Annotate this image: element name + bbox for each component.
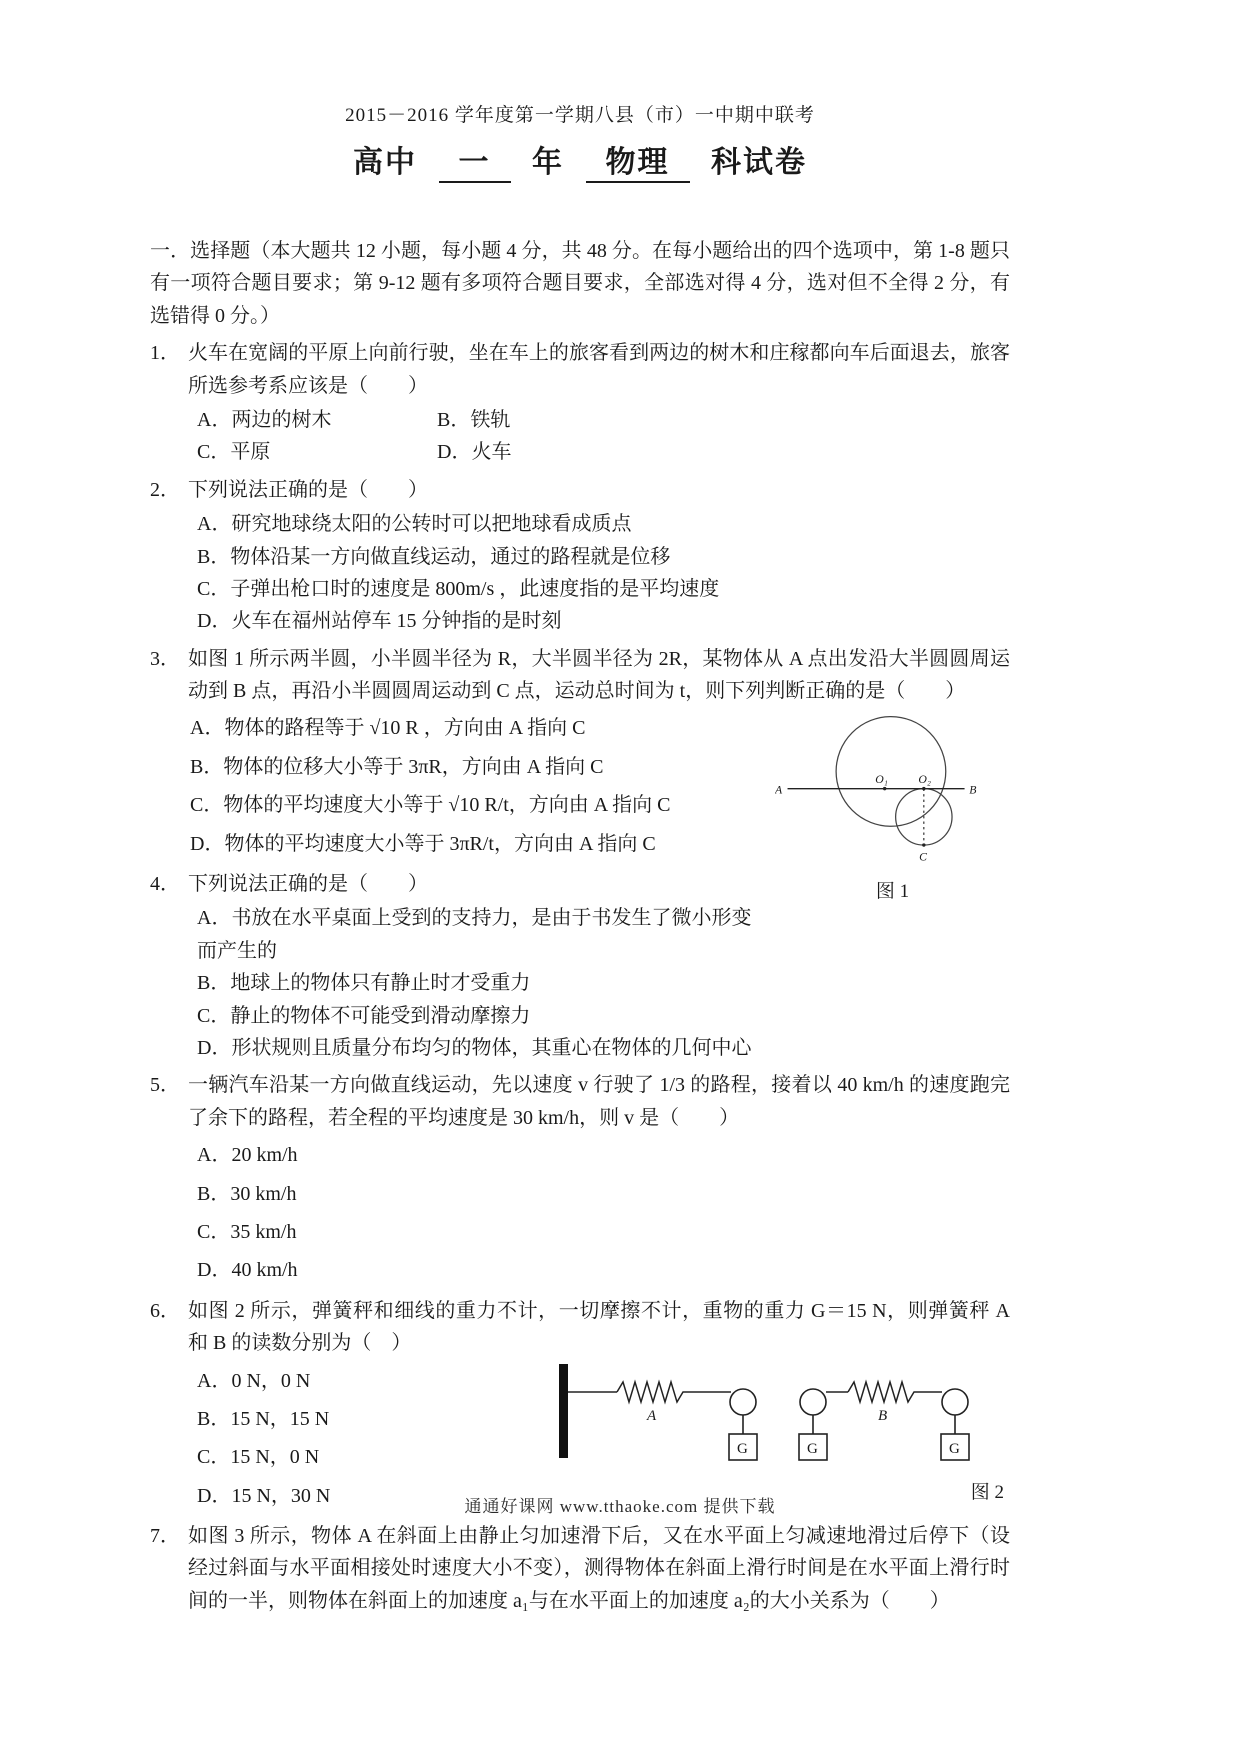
option-a: A．书放在水平桌面上受到的支持力，是由于书发生了微小形变而产生的 [197, 907, 752, 962]
question-number: 1． [150, 342, 180, 365]
question-2-options [197, 508, 1010, 638]
exam-subtitle: 2015－2016 学年度第一学期八县（市）一中期中联考 [345, 105, 815, 126]
question-stem: 如图 2 所示，弹簧秤和细线的重力不计，一切摩擦不计，重物的重力 G＝15 N，则弹簧秤 A 和 B 的读数分别为（ ） [188, 1299, 1010, 1355]
fig1-label-a: A [775, 783, 783, 797]
question-6 [150, 1295, 1010, 1515]
section-instructions: 一．选择题（本大题共 12 小题，每小题 4 分，共 48 分。在每小题给出的四个选项中，第 1-8 题只有一项符合题目要求；第 9-12 题有多项符合题目要求，全部选对得 4 分，选对但不全得 2 分，有选错得 0 分。） [150, 240, 1010, 327]
question-number: 5． [150, 1074, 180, 1097]
option-b: B．铁轨 [437, 408, 511, 431]
option-a: A．0 N，0 N [197, 1369, 311, 1392]
option-a: A．物体的路程等于 √10 R ，方向由 A 指向 C [190, 717, 586, 740]
option-c: C．35 km/h [197, 1220, 297, 1243]
option-d: D．火车 [437, 441, 512, 464]
question-number: 2． [150, 478, 180, 501]
option-c: C．静止的物体不可能受到滑动摩擦力 [197, 1004, 531, 1027]
option-c: C．子弹出枪口时的速度是 800m/s ，此速度指的是平均速度 [197, 577, 720, 600]
question-number: 3． [150, 647, 180, 670]
fig2-label-weight-g2: G [807, 1440, 818, 1457]
question-4-options [197, 902, 1010, 1064]
option-d: D．火车在福州站停车 15 分钟指的是时刻 [197, 610, 562, 633]
question-1-options [197, 404, 1010, 469]
question-stem: 如图 3 所示，物体 A 在斜面上由静止匀加速滑下后，又在水平面上匀减速地滑过后停下（设经过斜面与水平面相接处时速度大小不变），测得物体在斜面上滑行时间是在水平面上滑行时间的一半，则物体在斜面上的加速度 a₁与在水平面上的加速度 a₂的大小关系为（ ） [188, 1525, 1010, 1612]
question-7 [150, 1520, 1010, 1617]
option-d: D．物体的平均速度大小等于 3πR/t，方向由 A 指向 C [190, 832, 656, 855]
option-c: C．物体的平均速度大小等于 √10 R/t，方向由 A 指向 C [190, 794, 671, 817]
question-stem: 下列说法正确的是（ ） [188, 478, 428, 501]
fig2-label-weight-g3: G [949, 1440, 960, 1457]
fig2-label-weight-g1: G [737, 1440, 748, 1457]
title-suffix: 科试卷 [711, 146, 807, 179]
option-d: D．40 km/h [197, 1259, 298, 1282]
option-a: A．20 km/h [197, 1144, 298, 1167]
page-footer: 通通好课网 www.tthaoke.com 提供下载 [464, 1497, 776, 1516]
figure-1-two-circles [775, 707, 1010, 908]
question-5 [150, 1069, 1010, 1289]
title-subject-blank: 物理 [586, 137, 690, 183]
question-stem: 火车在宽阔的平原上向前行驶，坐在车上的旅客看到两边的树木和庄稼都向车后面退去，旅客所选参考系应该是（ ） [188, 342, 1010, 397]
figure-1-caption: 图 1 [875, 881, 910, 903]
figure-2-diagram [555, 1362, 1010, 1474]
option-c: C．15 N，0 N [197, 1446, 320, 1469]
figure-2-caption: 图 2 [970, 1481, 1004, 1503]
option-a: A．研究地球绕太阳的公转时可以把地球看成质点 [197, 513, 632, 536]
question-number: 6． [150, 1299, 180, 1322]
option-b: B．15 N，15 N [197, 1407, 330, 1430]
title-grade-blank: 一 [439, 137, 511, 183]
question-number: 7． [150, 1525, 180, 1548]
figure-2-spring-scales [555, 1362, 1010, 1509]
option-b: B．30 km/h [197, 1182, 297, 1205]
fig2-label-spring-a: A [647, 1407, 657, 1424]
question-2 [150, 474, 1010, 638]
option-b: B．地球上的物体只有静止时才受重力 [197, 972, 531, 995]
option-d: D．15 N，30 N [197, 1484, 331, 1507]
page-title [150, 137, 1010, 183]
question-stem: 如图 1 所示两半圆，小半圆半径为 R，大半圆半径为 2R，某物体从 A 点出发沿大半圆圆周运动到 B 点，再沿小半圆圆周运动到 C 点，运动总时间为 t，则下列判断正确的是（ ） [188, 647, 1010, 703]
fig1-label-o1: O₁ [875, 773, 888, 787]
option-c: C．平原 [197, 441, 271, 464]
question-1 [150, 337, 1010, 469]
title-mid: 年 [532, 146, 564, 179]
option-d: D．形状规则且质量分布均匀的物体，其重心在物体的几何中心 [197, 1036, 752, 1059]
question-stem: 一辆汽车沿某一方向做直线运动，先以速度 v 行驶了 1/3 的路程，接着以 40 km/h 的速度跑完了余下的路程，若全程的平均速度是 30 km/h，则 v 是（ ） [188, 1074, 1010, 1129]
question-5-options [197, 1136, 1010, 1290]
fig1-label-b: B [969, 783, 977, 797]
fig1-label-o2: O₂ [918, 773, 931, 787]
title-prefix: 高中 [353, 146, 417, 179]
fig2-label-spring-b: B [878, 1407, 888, 1424]
option-b: B．物体沿某一方向做直线运动，通过的路程就是位移 [197, 545, 671, 568]
fig1-label-c: C [919, 851, 927, 865]
question-stem: 下列说法正确的是（ ） [188, 873, 428, 896]
question-number: 4． [150, 873, 180, 896]
figure-1-diagram [775, 707, 1010, 875]
option-a: A．两边的树木 [197, 408, 332, 431]
option-b: B．物体的位移大小等于 3πR，方向由 A 指向 C [190, 755, 604, 778]
